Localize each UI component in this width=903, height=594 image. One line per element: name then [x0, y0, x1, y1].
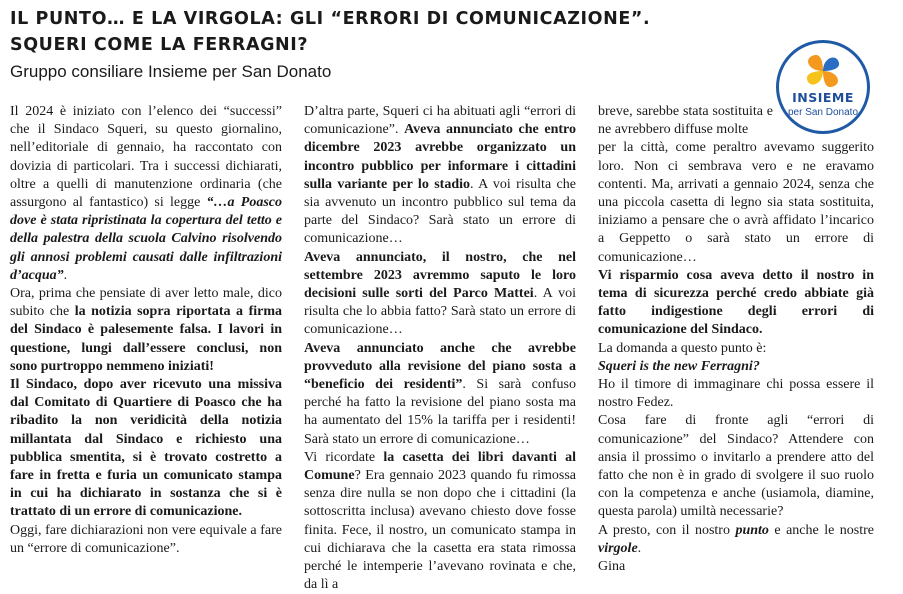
signature: Gina	[598, 559, 626, 575]
paragraph: Cosa fare di fronte agli “errori di comunicazione” del Sindaco? Attendere con ansia il prossimo o invitarlo a prendere atto del fatto che non è in grado di svolgere il suo ruolo con la competenza e anche (usiamola, diamine, questa parola) umiltà necessarie?	[598, 413, 874, 520]
paragraph: Oggi, fare dichiarazioni non vere equivale a fare un “errore di comunicazione”.	[10, 522, 282, 556]
clover-icon	[801, 51, 845, 91]
column-2	[304, 103, 576, 594]
column-3	[598, 103, 874, 576]
article-byline: Gruppo consiliare Insieme per San Donato	[10, 62, 332, 81]
paragraph: D’altra parte, Squeri ci ha abituati agli “errori di comunicazione”. Aveva annunciato che entro dicembre 2023 avrebbe organizzato un incontro pubblico per informare i cittadini sulla variante per lo stadio. A voi risulta che sia avvenuto un incontro pubblico sul tema da parte del Sindaco? Sarà stato un errore di comunicazione…	[304, 104, 576, 247]
paragraph: Aveva annunciato anche che avrebbe provveduto alla revisione del piano sosta a “beneficio dei residenti”. Si sarà confuso perché ha fatto la revisione del piano sosta ma ha aumentato del 15% la tariffa per i residenti! Sarà stato un errore di comunicazione…	[304, 340, 576, 447]
title-line-1: IL PUNTO… E LA VIRGOLA: GLI “ERRORI DI COMUNICAZIONE”.	[10, 9, 651, 29]
paragraph: Ho il timore di immaginare chi possa essere il nostro Fedez.	[598, 377, 874, 411]
paragraph: per la città, come peraltro avevamo suggerito loro. Non ci sembrava vero e ne eravamo contenti. Ma, arrivati a gennaio 2024, senza che una piccola casetta di legno sia stata sostituita, iniziamo a pensare che o avrà affidato l’incarico a Geppetto o sarà stato un errore di comunicazione…	[598, 140, 874, 265]
paragraph: Vi risparmio cosa aveva detto il nostro in tema di sicurezza perché credo abbiate già fatto indigestione degli errori di comunicazione del Sindaco.	[598, 267, 874, 338]
logo-name: INSIEME	[792, 90, 854, 105]
paragraph: Il 2024 è iniziato con l’elenco dei “successi” che il Sindaco Squeri, su questo giornalino, nell’editoriale di gennaio, ha raccontato con dovizia di particolari. Tra i successi dichiarati, oltre a quelli di manutenzione ordinaria (che assurgono al fantastico) si legge “…a Poasco dove è stata ripristinata la copertura del tetto e della palestra della scuola Calvino risolvendo gli annosi problemi causati dalle infiltrazioni d’acqua”.	[10, 104, 282, 283]
paragraph: Ora, prima che pensiate di aver letto male, dico subito che la notizia sopra riportata a firma del Sindaco è palesemente falsa. I lavori in questione, lungi dall’essere conclusi, non sono purtroppo nemmeno iniziati!	[10, 286, 282, 374]
paragraph: A presto, con il nostro punto e anche le nostre virgole.	[598, 522, 874, 556]
title-line-2: SQUERI COME LA FERRAGNI?	[10, 35, 309, 55]
paragraph: Aveva annunciato, il nostro, che nel settembre 2023 avremmo saputo le loro decisioni sulle sorti del Parco Mattei. A voi risulta che lo abbia fatto? Sarà stato un errore di comunicazione…	[304, 249, 576, 338]
question: Squeri is the new Ferragni?	[598, 358, 760, 374]
quote: “…a Poasco dove è stata ripristinata la copertura del tetto e della palestra della scuola Calvino risolvendo gli annosi problemi causati dalle infiltrazioni d’acqua”	[10, 195, 282, 283]
column-1	[10, 103, 282, 558]
paragraph: La domanda a questo punto è:	[598, 340, 767, 356]
paragraph-continued: breve, sarebbe stata sostituita e ne avrebbero diffuse molte	[598, 104, 773, 138]
article-title	[10, 6, 650, 58]
logo-subtitle: per San Donato	[787, 107, 859, 118]
paragraph: Il Sindaco, dopo aver ricevuto una missiva dal Comitato di Quartiere di Poasco che ha ribadito la non veridicità della notizia millantata dal Sindaco e richiesto una pubblica smentita, si è trovato costretto a fare in fretta e furia un comunicato stampa in cui ha dichiarato in sostanza che si è trattato di un errore di comunicazione.	[10, 377, 282, 520]
paragraph: Vi ricordate la casetta dei libri davanti al Comune? Era gennaio 2023 quando fu rimossa senza dire nulla se non dopo che i cittadini (la sottoscritta inclusa) avevano chiesto dove fosse finita. Fece, il nostro, un comunicato stampa in cui dichiarava che la casetta era stata rimossa perché le intemperie l’avevano rovinata e che, da lì a	[304, 449, 576, 593]
